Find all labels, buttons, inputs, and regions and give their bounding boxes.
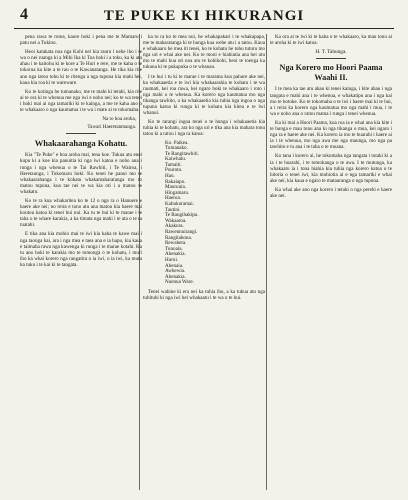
name-item: Ko. Paikea. — [165, 139, 189, 146]
section-heading-numeral: II. — [339, 72, 348, 82]
article-paragraph: Ko te rarangi ingoa tenei o te hunga i whakaaetia kia tuhia ki te kohatu, ara ko nga uri e tika ana kia mahara tonu tatou ki a ratou i nga ra katoa: — [143, 119, 265, 138]
masthead-title: TE PUKE KI HIKURANGI — [103, 8, 305, 24]
name-item: Awhewia. — [165, 268, 186, 275]
name-item: Te Rangihakipu. — [165, 212, 199, 219]
page-number: 4 — [20, 6, 28, 23]
name-item: Hingamaru. — [165, 189, 190, 196]
name-list — [143, 141, 265, 286]
article-paragraph: ka tu ra ko te mea nui, he whakapakari i te whakapapa, me te maharatanga ki te hunga kua wehe atu i a tatou. Kaua e whakaaro he mea iti tenei, ko te kohatu he tohu tuturu mo nga uri e whai ake nei. Ko te moni e hiahiatia ana hei utu mo te mahi kua oti noa atu te kohikohi, heoi te toenga ka tukuna ki te pukapuka o te whanau. — [143, 34, 265, 71]
name-item: Kahukuramai. — [165, 201, 194, 208]
section-heading — [270, 63, 392, 82]
column-right — [270, 34, 392, 490]
name-item: Te Rangitawhiti. — [165, 150, 199, 157]
column-middle — [143, 34, 265, 490]
name-item: Haeroa. — [165, 195, 181, 202]
name-item: Mauruuia. — [165, 184, 187, 191]
page-header — [14, 6, 394, 28]
name-item: Rewaheta. — [165, 240, 187, 247]
section-heading-text: Nga Korero mo Hoori Paama Waahi — [279, 63, 383, 82]
article-paragraph: Tenei wahine ki era nei ka tuhia iho, a ka tukua atu nga tuhituhi ki nga iwi hei whakaatu i te wa o te hui. — [143, 288, 265, 302]
section-rule — [66, 133, 96, 134]
name-item: Tumanako. — [165, 145, 188, 152]
name-item: Hurui. — [165, 256, 179, 263]
column-left — [20, 34, 142, 459]
article-paragraph: Heoi katakata noa nga Kohi nei kia rauru i nehe iho i te wa o nei ruanga ki a Mihi Ika ki Toa hoki i a toku, ka ki atu ahau i te kaitohu ki te kore a Te Huri e rere, me te kaha o te tokorua ka kite a te rau o te Kawanatanga. He tika kia rite ano nga tatou tohu ki te ritenga a nga tupuna kia mahi hei, kaua kia roa ki te wareware. — [20, 49, 142, 86]
name-item: Kaiwhatu. — [165, 156, 187, 163]
article-paragraph: I te mea ka tae atu ahau ki tenei kainga, i kite ahau i nga tangata e mahi ana i te whenua, e whakatipu ana i nga kai mo te hotoke. Ko te tokomaha o te iwi i haere mai ki te hui, a i reira ka korero nga kaumatua mo nga mahi i mua, i te wa e noho ana o ratou matua i runga i tenei whenua. — [270, 86, 392, 117]
article-paragraph: Ka ora ai te iwi ki te kaha o te whakaaro, ka mau tonu ai te aroha ki te iwi katoa. — [270, 34, 392, 47]
name-item: Tunoaia. — [165, 245, 183, 252]
article-paragraph: Ka ki mai a Hoori Paama, kua roa ia e whai ana kia kite i te hunga e mau tonu ana ki nga tikanga o mua, kei ngaro i nga ra e haere ake nei. Ka korero ia mo te huarahi i haere ai ia i te whenua, mo nga awa me nga maunga, mo nga pa tawhito e tu ana i te taha o te moana. — [270, 119, 392, 151]
section-heading: Whakaarahanga Kohatu. — [34, 138, 128, 149]
letter-signature: H. T. Tahunga. — [315, 49, 347, 56]
name-item: Akakura. — [165, 223, 184, 230]
article-paragraph: Ko te ra kua whakaritea ko te 12 o nga ra o Hanuere e haere ake nei; no reira e tono atu ana matou kia haere mai koutou katoa ki tenei hui nui. Ka tu te hui ki te marae i te taha o te whare karakia, a ka timata nga mahi i te ata o te ra tuatahi. — [20, 197, 142, 229]
name-item: Ahenakia. — [165, 273, 186, 280]
name-item: Tamaiti. — [165, 161, 182, 168]
article-paragraph: Ko tana i korero ai, he tokomaha nga tangata i tutaki ki a ia i te huarahi, i te tomokanga o te awa. I te mutunga, ka whakaatu ia i tona hiahia kia tuhia nga korero katoa o te hitoria o tenei iwi, kia mohiotia ai e nga tamariki e whai ake nei, kia kaua e ngaro te matauranga o nga tupuna. — [270, 153, 392, 184]
name-item: Nuenua Ware. — [165, 279, 194, 286]
article-paragraph: Ko te kotinga he tumanako, me te mahi ki tetahi, kia rite ai te ora ki te whenua me nga iwi e noho nei; ko te wa tenei i hoki mai ai nga tamariki ki te kainga, a me te kaha ano o te whakaaro o nga kaumatua i te wa i mate ai te tokomaha. — [20, 88, 142, 114]
letter-signature: Tawari Haeretanmanga. — [87, 124, 136, 131]
article-paragraph: Ka whai ake ano nga korero i tetahi o nga perehi e haere ake nei. — [270, 186, 392, 199]
name-item: Ahenaia. — [165, 262, 184, 269]
article-paragraph: I te hui i tu ki te marae i te marama kua pahure ake nei, ka whakaaetia e te iwi kia whakaarahia te kohatu i te wa raumati, kei roa rawa, kei ngaro hoki te whakaaro i roto i nga mahi o te whenua. Ka korero nga kaumatua mo nga tikanga tawhito, a ka whakaaetia kia tuhia nga ingoa o nga tupuna katoa ki runga ki te kohatu kia kitea e te iwi whanui. — [143, 73, 265, 117]
name-item: Rawennuirangi. — [165, 229, 198, 235]
section-rule — [316, 58, 346, 59]
name-item: Rangitahona. — [165, 234, 193, 241]
name-item: Wakaaroa. — [165, 217, 187, 224]
name-item: Rakaiapo. — [165, 178, 186, 185]
column-divider — [266, 34, 267, 490]
article-paragraph: E tika ana kia mohio mai te iwi kia kaha te kawe mai i nga taonga kai, ara i nga mea e taea ana e ia hapu, kia kaua e taimaha rawa nga kawenga ki runga i te marae kotahi. Ka tu ano hoki te karakia mo te tomonga o te kohatu, i muri iho ka whai korero nga rangatira o ia iwi, o ia iwi, ka mutu ka tuku i te kai ki te tangata. — [20, 231, 142, 268]
header-rule — [14, 28, 394, 29]
name-item: Tautini. — [165, 206, 181, 213]
name-item: Pouroto. — [165, 167, 183, 174]
letter-closing: Na to hoa aroha, — [102, 116, 136, 123]
name-item: Ahenakia. — [165, 251, 186, 258]
name-item: Hau. — [165, 173, 175, 180]
article-paragraph: pena rawa te rorea, kaore hoki i pena me te Mamaru i patu nei a Tukino. — [20, 34, 142, 47]
article-paragraph: Kia "Te Puke" e hoa aroha mai, tena koe. Tukua atu enei kupu ki a koe kia panuitia ki nga iwi katoa e noho ana i runga i nga whenua o te Tai Rawhiti, i Te Wairoa, i Heretaunga, i Tokomaru hoki. Ko tenei he panui mo te whakaarahanga i te kohatu whakamaharatanga mo to matou tupuna, kua tae nei te wa kia oti i a matou te whakatu. — [20, 152, 142, 195]
